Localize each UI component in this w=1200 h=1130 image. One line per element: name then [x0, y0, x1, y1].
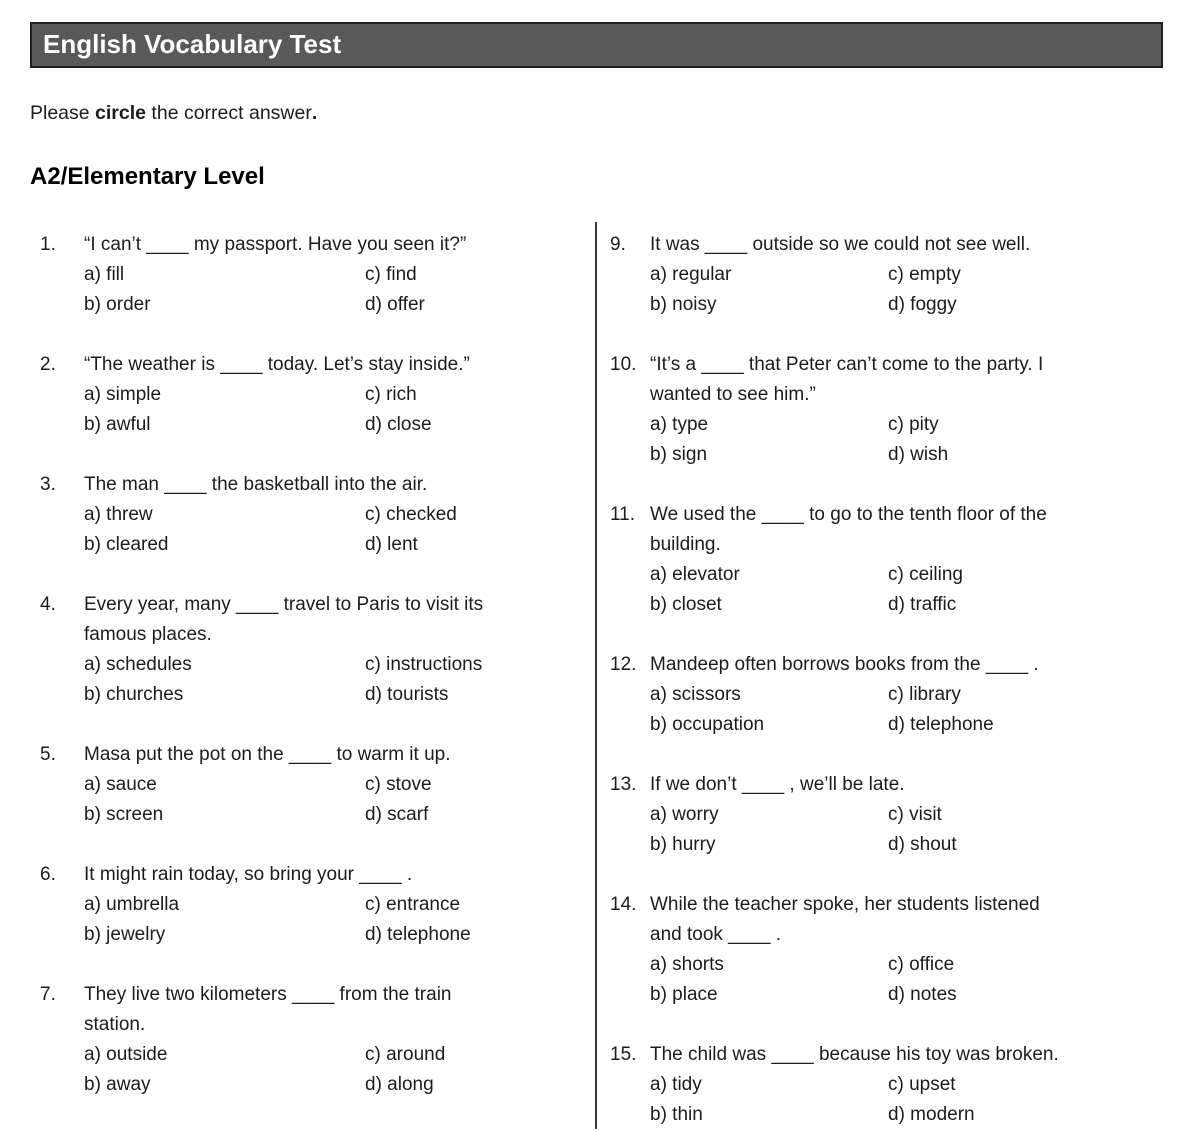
- answer-options: [650, 560, 1175, 620]
- question: [40, 980, 589, 1100]
- question-head: [610, 890, 1175, 950]
- answer-options: [84, 500, 589, 560]
- questions-column-left: [0, 222, 595, 1129]
- question-text: [650, 890, 1175, 950]
- question-number: 2.: [40, 354, 56, 375]
- question-text: [650, 350, 1175, 410]
- answer-option: b) occupation: [650, 714, 765, 735]
- question-number: 10.: [610, 354, 637, 375]
- question-text-line: It might rain today, so bring your ____ .: [84, 864, 413, 885]
- question-head: [610, 650, 1175, 680]
- answer-option: d) foggy: [888, 294, 957, 315]
- question-text: [84, 470, 589, 500]
- answer-option: c) instructions: [365, 654, 483, 675]
- answer-option: b) noisy: [650, 294, 717, 315]
- question-text-line: They live two kilometers ____ from the train: [84, 984, 452, 1005]
- answer-options: [650, 410, 1175, 470]
- question-head: [40, 860, 589, 890]
- answer-option: c) rich: [365, 384, 417, 405]
- answer-option: d) offer: [365, 294, 425, 315]
- answer-option: a) scissors: [650, 684, 741, 705]
- answer-options: [84, 380, 589, 440]
- answer-option: d) scarf: [365, 804, 429, 825]
- answer-option: c) find: [365, 264, 417, 285]
- question: [610, 650, 1175, 740]
- question-text: [650, 500, 1175, 560]
- answer-options: [650, 680, 1175, 740]
- question-head: [610, 770, 1175, 800]
- answer-options: [84, 650, 589, 710]
- answer-option: a) tidy: [650, 1074, 702, 1095]
- question-text-line: Mandeep often borrows books from the ____ .: [650, 654, 1039, 675]
- document-title-bar: [30, 22, 1163, 68]
- instruction-part-1: Please: [30, 102, 96, 124]
- answer-option: b) closet: [650, 594, 722, 615]
- question-text-line: The child was ____ because his toy was broken.: [650, 1044, 1059, 1065]
- question-text-line: We used the ____ to go to the tenth floor of the: [650, 504, 1047, 525]
- question: [40, 860, 589, 950]
- answer-option: a) sauce: [84, 774, 157, 795]
- answer-options: [84, 260, 589, 320]
- answer-option: a) worry: [650, 804, 719, 825]
- answer-option: d) lent: [365, 534, 418, 555]
- instruction-part-2: the correct answer: [146, 102, 312, 124]
- answer-options: [650, 1070, 1175, 1130]
- answer-option: a) fill: [84, 264, 125, 285]
- document-title: English Vocabulary Test: [43, 29, 342, 59]
- answer-option: c) entrance: [365, 894, 461, 915]
- answer-option: b) awful: [84, 414, 151, 435]
- question: [610, 230, 1175, 320]
- answer-option: b) churches: [84, 684, 184, 705]
- answer-option: c) library: [888, 684, 961, 705]
- question-head: [40, 230, 589, 260]
- answer-option: d) wish: [888, 444, 949, 465]
- answer-option: c) office: [888, 954, 955, 975]
- question-number: 5.: [40, 744, 56, 765]
- question-text-line: The man ____ the basketball into the air.: [84, 474, 428, 495]
- answer-option: d) telephone: [365, 924, 471, 945]
- answer-option: d) shout: [888, 834, 957, 855]
- answer-option: c) checked: [365, 504, 457, 525]
- question-number: 4.: [40, 594, 56, 615]
- question-number: 11.: [610, 504, 636, 525]
- question: [40, 470, 589, 560]
- answer-option: b) screen: [84, 804, 164, 825]
- question: [610, 350, 1175, 470]
- question-text-line: and took ____ .: [650, 924, 781, 945]
- answer-option: a) outside: [84, 1044, 168, 1065]
- question-text: [650, 650, 1175, 680]
- instruction-text: [30, 98, 317, 128]
- question-head: [610, 230, 1175, 260]
- answer-options: [84, 770, 589, 830]
- questions-column-right: [597, 222, 1200, 1129]
- questions-area: [0, 222, 1200, 1129]
- answer-options: [650, 950, 1175, 1010]
- answer-option: a) umbrella: [84, 894, 180, 915]
- instruction-period: .: [311, 102, 318, 124]
- question-text: [84, 980, 589, 1040]
- level-heading: A2/Elementary Level: [30, 163, 265, 190]
- question-text-line: “I can’t ____ my passport. Have you seen it?”: [84, 234, 467, 255]
- answer-option: b) hurry: [650, 834, 716, 855]
- question: [40, 740, 589, 830]
- question-text-line: station.: [84, 1014, 146, 1035]
- question-head: [610, 500, 1175, 560]
- instruction-bold-word: circle: [95, 102, 147, 124]
- question-text-line: wanted to see him.”: [650, 384, 816, 405]
- question: [40, 350, 589, 440]
- question: [40, 230, 589, 320]
- answer-option: d) traffic: [888, 594, 957, 615]
- answer-option: c) visit: [888, 804, 942, 825]
- answer-option: b) order: [84, 294, 151, 315]
- question-number: 14.: [610, 894, 637, 915]
- question: [610, 1040, 1175, 1130]
- answer-option: c) stove: [365, 774, 432, 795]
- answer-option: c) empty: [888, 264, 961, 285]
- question: [610, 890, 1175, 1010]
- question-head: [40, 740, 589, 770]
- question-head: [610, 350, 1175, 410]
- answer-option: a) type: [650, 414, 709, 435]
- question-number: 13.: [610, 774, 637, 795]
- question-text-line: Every year, many ____ travel to Paris to visit its: [84, 594, 484, 615]
- answer-option: a) simple: [84, 384, 162, 405]
- answer-option: b) away: [84, 1074, 151, 1095]
- answer-option: b) jewelry: [84, 924, 166, 945]
- question-text: [84, 860, 589, 890]
- answer-option: c) pity: [888, 414, 939, 435]
- question-number: 6.: [40, 864, 56, 885]
- question-text: [84, 350, 589, 380]
- question-number: 1.: [40, 234, 56, 255]
- question-text-line: “It’s a ____ that Peter can’t come to the party. I: [650, 354, 1044, 375]
- question-text-line: It was ____ outside so we could not see well.: [650, 234, 1031, 255]
- answer-option: d) telephone: [888, 714, 994, 735]
- question-text-line: building.: [650, 534, 721, 555]
- question: [610, 770, 1175, 860]
- question-text: [84, 230, 589, 260]
- answer-options: [650, 800, 1175, 860]
- question-text: [650, 1040, 1175, 1070]
- answer-options: [84, 1040, 589, 1100]
- question-number: 3.: [40, 474, 56, 495]
- answer-option: a) schedules: [84, 654, 192, 675]
- question-head: [40, 350, 589, 380]
- answer-option: d) close: [365, 414, 432, 435]
- question-text-line: Masa put the pot on the ____ to warm it up.: [84, 744, 451, 765]
- answer-option: a) threw: [84, 504, 153, 525]
- answer-option: d) tourists: [365, 684, 449, 705]
- question: [610, 500, 1175, 620]
- answer-option: b) cleared: [84, 534, 169, 555]
- answer-option: c) upset: [888, 1074, 956, 1095]
- answer-option: c) around: [365, 1044, 446, 1065]
- question-text: [84, 740, 589, 770]
- answer-option: a) shorts: [650, 954, 724, 975]
- question-text: [650, 230, 1175, 260]
- question-head: [40, 470, 589, 500]
- question: [40, 590, 589, 710]
- question-number: 15.: [610, 1044, 637, 1065]
- answer-option: d) along: [365, 1074, 434, 1095]
- question-text-line: If we don’t ____ , we’ll be late.: [650, 774, 905, 795]
- answer-option: b) thin: [650, 1104, 703, 1125]
- question-text-line: famous places.: [84, 624, 212, 645]
- question-text-line: While the teacher spoke, her students listened: [650, 894, 1040, 915]
- question-number: 9.: [610, 234, 626, 255]
- question-text-line: “The weather is ____ today. Let’s stay inside.”: [84, 354, 470, 375]
- question-text: [650, 770, 1175, 800]
- answer-options: [84, 890, 589, 950]
- question-number: 7.: [40, 984, 56, 1005]
- question-head: [40, 590, 589, 650]
- question-head: [610, 1040, 1175, 1070]
- question-text: [84, 590, 589, 650]
- answer-option: a) regular: [650, 264, 732, 285]
- question-head: [40, 980, 589, 1040]
- answer-option: d) notes: [888, 984, 957, 1005]
- answer-option: c) ceiling: [888, 564, 963, 585]
- question-number: 12.: [610, 654, 637, 675]
- answer-option: b) place: [650, 984, 718, 1005]
- answer-option: d) modern: [888, 1104, 975, 1125]
- answer-option: a) elevator: [650, 564, 740, 585]
- answer-options: [650, 260, 1175, 320]
- answer-option: b) sign: [650, 444, 708, 465]
